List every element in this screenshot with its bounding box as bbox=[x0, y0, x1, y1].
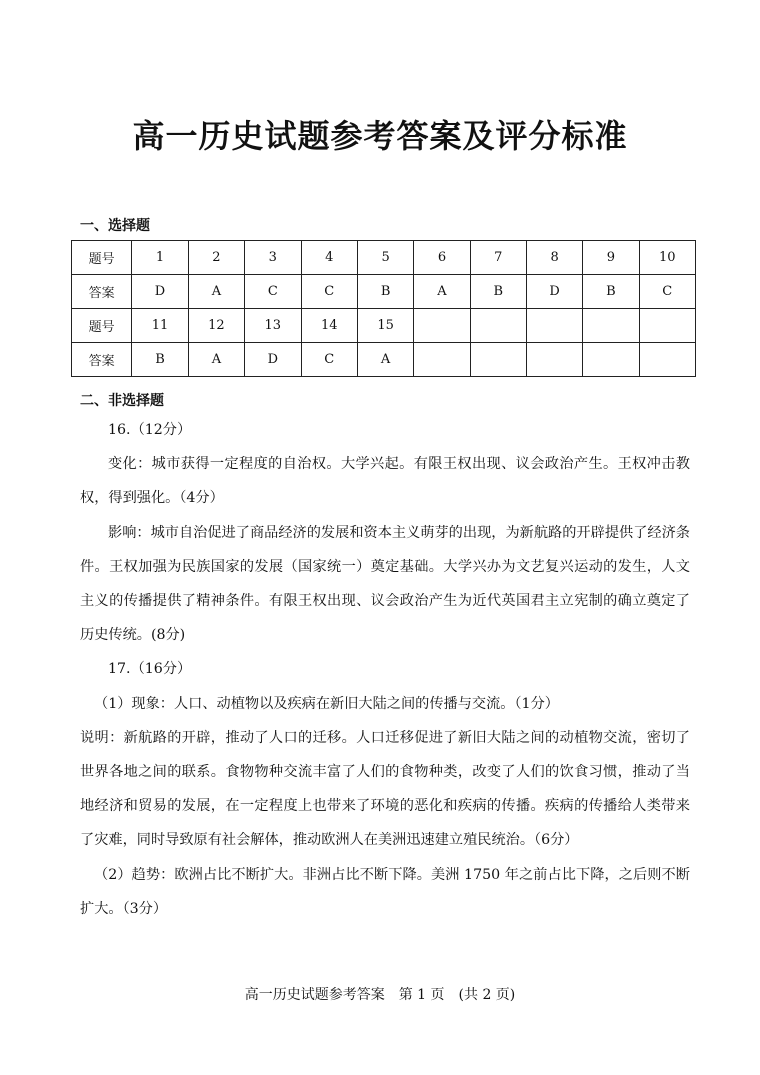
table-row bbox=[72, 309, 696, 343]
table-cell: A bbox=[414, 275, 470, 309]
table-cell: D bbox=[245, 343, 301, 377]
table-cell bbox=[639, 343, 695, 377]
table-cell: C bbox=[245, 275, 301, 309]
table-cell: D bbox=[526, 275, 582, 309]
table-cell: 14 bbox=[301, 309, 357, 343]
table-cell bbox=[526, 309, 582, 343]
table-cell: 1 bbox=[132, 241, 188, 275]
answer-paragraph: 16.（12分） bbox=[108, 422, 192, 438]
table-cell: A bbox=[357, 343, 413, 377]
row-label: 答案 bbox=[72, 275, 132, 309]
answer-body bbox=[80, 413, 690, 926]
table-cell: B bbox=[132, 343, 188, 377]
answer-table bbox=[71, 240, 696, 377]
table-cell: 8 bbox=[526, 241, 582, 275]
table-cell: 15 bbox=[357, 309, 413, 343]
table-cell bbox=[583, 343, 639, 377]
answer-paragraph: 变化：城市获得一定程度的自治权。大学兴起。有限王权出现、议会政治产生。王权冲击教权，得到强化。（4分） bbox=[80, 456, 690, 507]
table-row bbox=[72, 275, 696, 309]
table-cell: C bbox=[639, 275, 695, 309]
page-title: 高一历史试题参考答案及评分标准 bbox=[132, 117, 628, 155]
row-label: 题号 bbox=[72, 241, 132, 275]
table-cell bbox=[470, 343, 526, 377]
answer-paragraph: 说明：新航路的开辟，推动了人口的迁移。人口迁移促进了新旧大陆之间的动植物交流，密切了世界各地之间的联系。食物物种交流丰富了人们的食物种类，改变了人们的饮食习惯，推动了当地经济和贸易的发展，在一定程度上也带来了环境的恶化和疾病的传播。疾病的传播给人类带来了灾难，同时导致原有社会解体，推动欧洲人在美洲迅速建立殖民统治。（6分） bbox=[80, 729, 690, 849]
table-cell: D bbox=[132, 275, 188, 309]
table-cell: 4 bbox=[301, 241, 357, 275]
table-cell: 5 bbox=[357, 241, 413, 275]
table-row bbox=[72, 343, 696, 377]
page-footer: 高一历史试题参考答案 第 1 页 (共 2 页) bbox=[244, 987, 516, 1003]
table-cell: B bbox=[357, 275, 413, 309]
table-cell: A bbox=[188, 343, 244, 377]
table-cell: 9 bbox=[583, 241, 639, 275]
table-cell: B bbox=[583, 275, 639, 309]
table-cell bbox=[414, 343, 470, 377]
row-label: 答案 bbox=[72, 343, 132, 377]
table-cell: 6 bbox=[414, 241, 470, 275]
table-cell: B bbox=[470, 275, 526, 309]
table-cell bbox=[583, 309, 639, 343]
table-cell: 10 bbox=[639, 241, 695, 275]
table-cell bbox=[414, 309, 470, 343]
answer-paragraph: 17.（16分） bbox=[108, 661, 192, 678]
table-cell: C bbox=[301, 343, 357, 377]
table-cell: A bbox=[188, 275, 244, 309]
table-cell: 12 bbox=[188, 309, 244, 343]
table-cell bbox=[526, 343, 582, 377]
table-cell: C bbox=[301, 275, 357, 309]
table-cell bbox=[470, 309, 526, 343]
table-cell: 7 bbox=[470, 241, 526, 275]
table-cell: 2 bbox=[188, 241, 244, 275]
table-row bbox=[72, 241, 696, 275]
answer-paragraph: 影响：城市自治促进了商品经济的发展和资本主义萌芽的出现，为新航路的开辟提供了经济条件。王权加强为民族国家的发展（国家统一）奠定基础。大学兴办为文艺复兴运动的发生，人文主义的传播提供了精神条件。有限王权出现、议会政治产生为近代英国君主立宪制的确立奠定了历史传统。(8分) bbox=[80, 524, 690, 644]
answer-paragraph: （1）现象：人口、动植物以及疾病在新旧大陆之间的传播与交流。（1分） bbox=[94, 695, 559, 712]
table-cell: 3 bbox=[245, 241, 301, 275]
table-cell: 13 bbox=[245, 309, 301, 343]
answer-paragraph: （2）趋势：欧洲占比不断扩大。非洲占比不断下降。美洲 1750 年之前占比下降，之后则不断扩大。（3分） bbox=[80, 866, 690, 917]
section-heading-choice: 一、选择题 bbox=[80, 218, 150, 234]
section-heading-nonchoice: 二、非选择题 bbox=[80, 393, 164, 409]
row-label: 题号 bbox=[72, 309, 132, 343]
table-cell bbox=[639, 309, 695, 343]
table-cell: 11 bbox=[132, 309, 188, 343]
